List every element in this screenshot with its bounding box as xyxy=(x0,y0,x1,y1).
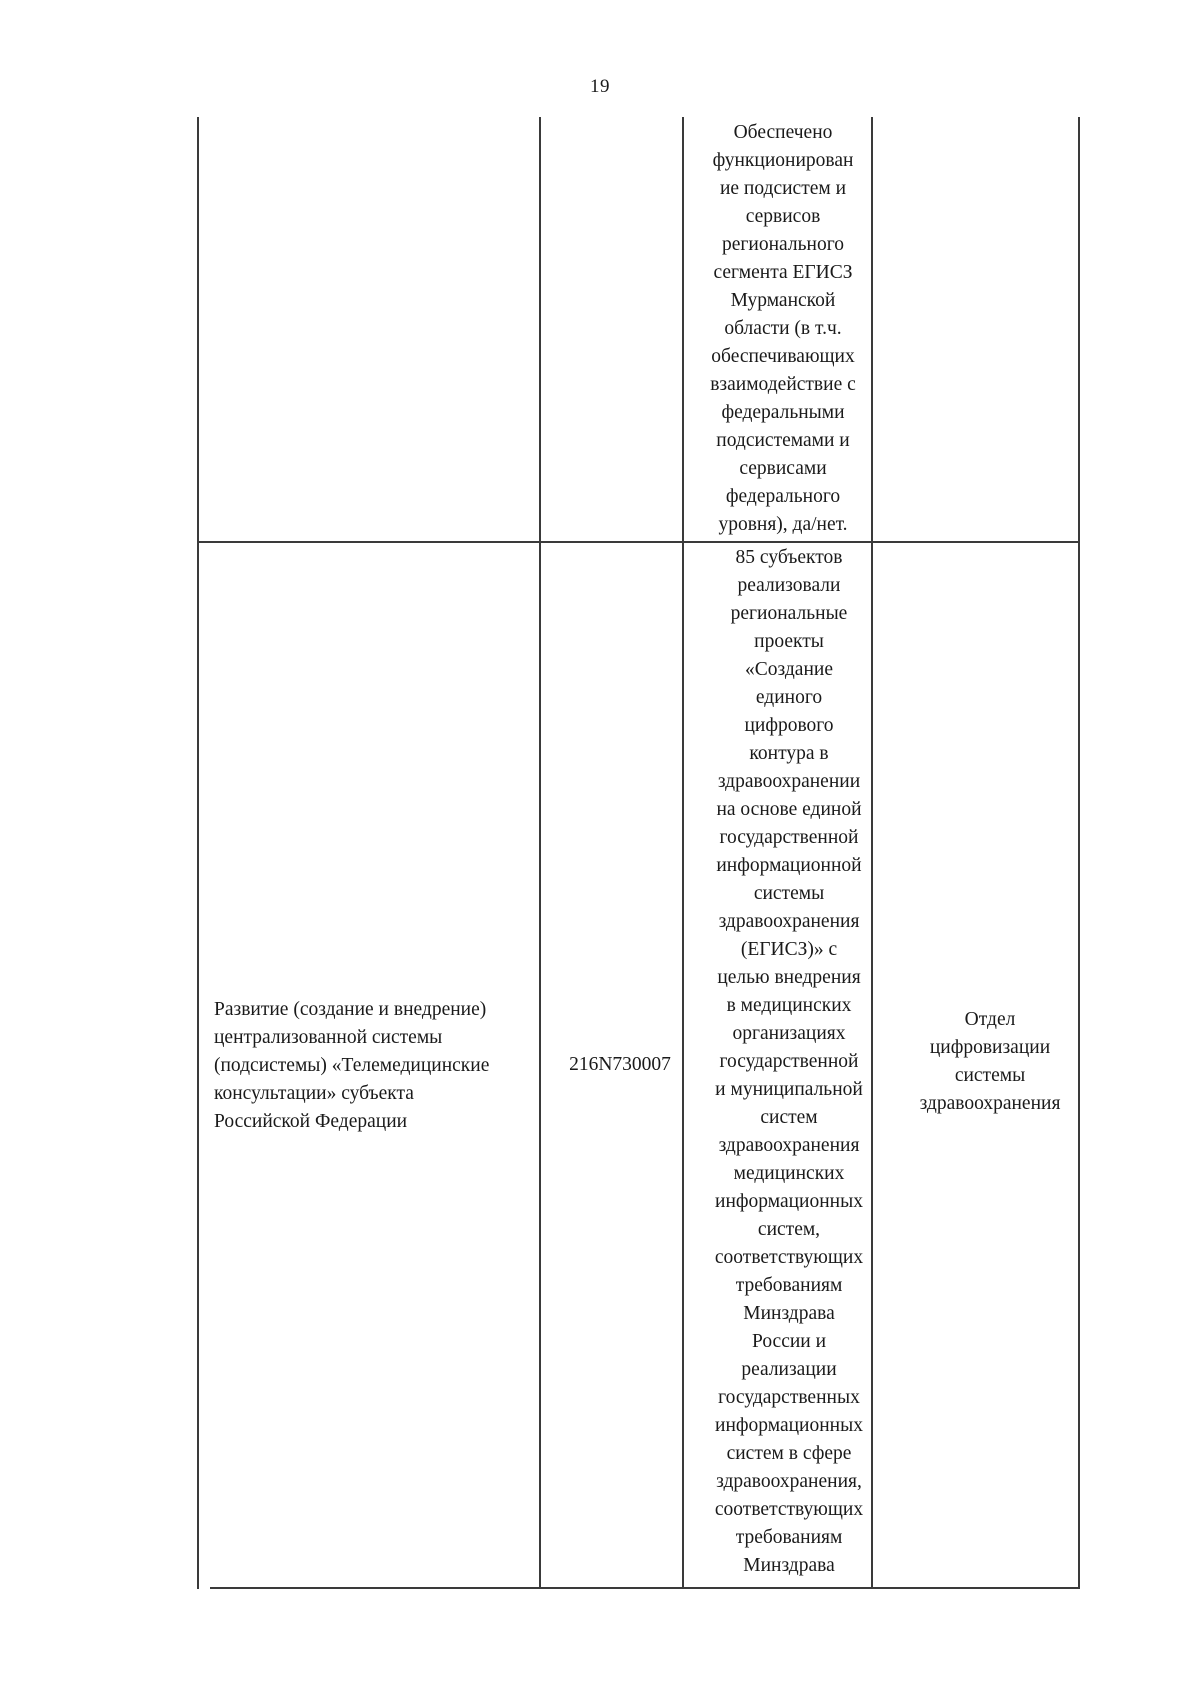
table-cell-responsible-row-2: Отдел цифровизации системы здравоохранения xyxy=(919,1009,1061,1114)
table-cell-result-row-1: Обеспечено функционирован ие подсистем и сервисов регионального сегмента ЕГИСЗ Мурманской области (в т.ч. обеспечивающих взаимодействие с федеральными подсистемами и сервисами федерального уровня), да/нет. xyxy=(710,122,856,535)
table-border-right xyxy=(1078,117,1080,1589)
table-border-bottom xyxy=(210,1587,1080,1589)
table-cell-name-row-2: Развитие (создание и внедрение) централизованной системы (подсистемы) «Телемедицинские консультации» субъекта Российской Федерации xyxy=(214,999,490,1132)
table-border-left xyxy=(197,117,199,1589)
table-row-divider xyxy=(197,541,1080,543)
page-number: 19 xyxy=(590,76,610,97)
table-column-divider-1 xyxy=(539,117,541,1589)
table-cell-code-row-2: 216N730007 xyxy=(569,1054,671,1075)
table-cell-result-row-2: 85 субъектов реализовали региональные проекты «Создание единого цифрового контура в здравоохранении на основе единой государственной информационной системы здравоохранения (ЕГИСЗ)» с целью внедрения в медицинских организациях государственной и муниципальной систем здравоохранения медицинских информационных систем, соответствующих требованиям Минздрава России и реализации государственных информационных систем в сфере здравоохранения, соответствующих требованиям Минздрава xyxy=(714,547,864,1576)
